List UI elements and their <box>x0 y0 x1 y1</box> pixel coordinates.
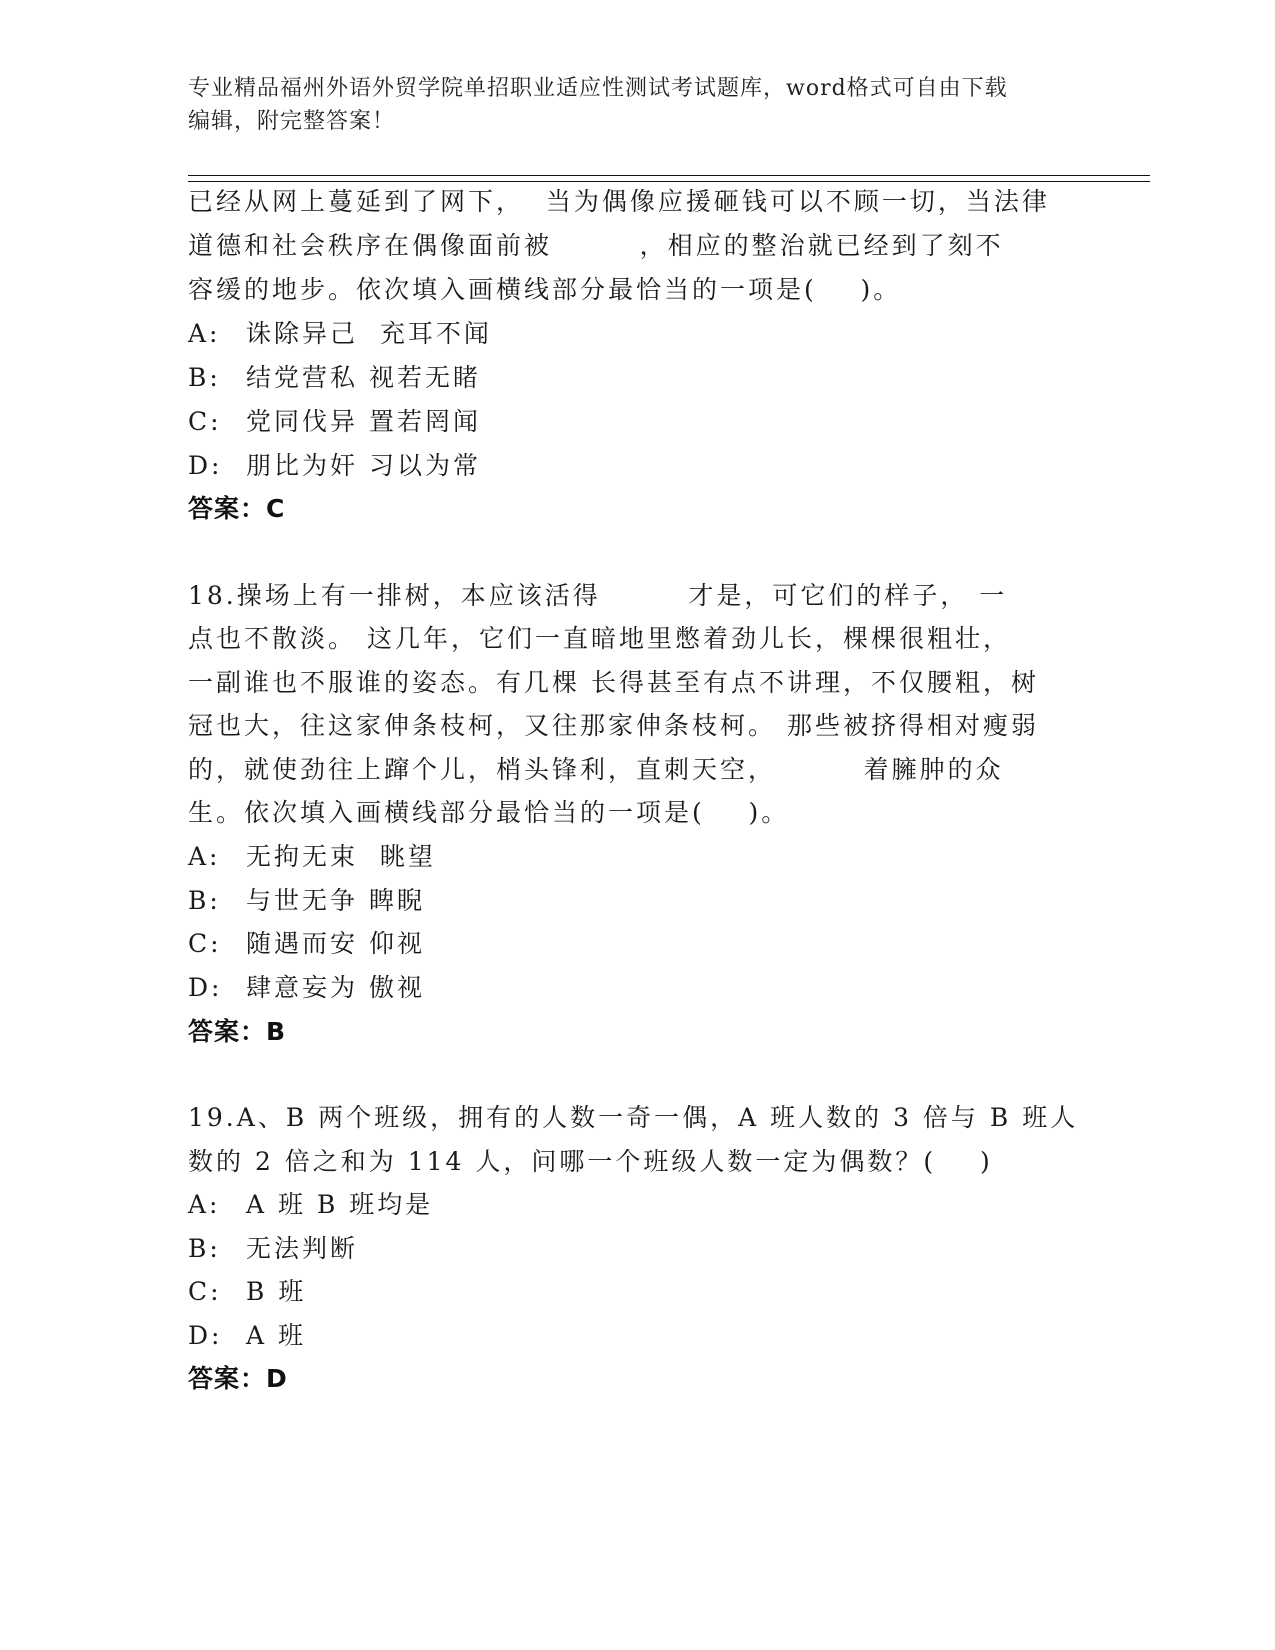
q18-answer: 答案：B <box>188 1017 287 1046</box>
option-text: B 班 <box>246 1277 307 1306</box>
q19-option-a <box>188 1188 433 1222</box>
q19-option-d <box>188 1319 306 1353</box>
option-text: 肆意妄为 傲视 <box>246 973 425 1002</box>
option-letter: D: <box>188 451 223 480</box>
q18-text-line-2: 点也不散淡。 这几年，它们一直暗地里憋着劲儿长，棵棵很粗壮， <box>188 624 1011 653</box>
q19-option-c <box>188 1275 306 1309</box>
header-rule-top <box>188 175 1150 176</box>
option-letter: B: <box>188 886 221 915</box>
option-letter: D: <box>188 973 223 1002</box>
option-text: 无法判断 <box>246 1234 359 1263</box>
option-text: 党同伐异 置若罔闻 <box>246 407 481 436</box>
option-letter: C: <box>188 929 222 958</box>
q18-text-line-5: 的，就使劲往上蹿个儿，梢头锋利，直刺天空， 着臃肿的众 <box>188 755 1004 784</box>
q18-option-d <box>188 971 425 1005</box>
option-text: A 班 B 班均是 <box>246 1190 434 1219</box>
q19-text-line-2: 数的 2 倍之和为 114 人，问哪一个班级人数一定为偶数？( ) <box>188 1147 993 1176</box>
q18-option-b <box>188 884 425 918</box>
q17-text-line-3: 容缓的地步。依次填入画横线部分最恰当的一项是( )。 <box>188 275 902 304</box>
q17-option-b <box>188 361 481 395</box>
q18-text-line-4: 冠也大，往这家伸条枝柯，又往那家伸条枝柯。 那些被挤得相对瘦弱 <box>188 711 1039 740</box>
option-letter: C: <box>188 1277 222 1306</box>
q17-text-line-2: 道德和社会秩序在偶像面前被 ，相应的整治就已经到了刻不 <box>188 231 1004 260</box>
option-text: 结党营私 视若无睹 <box>246 363 481 392</box>
q19-answer: 答案：D <box>188 1364 288 1393</box>
option-letter: B: <box>188 363 221 392</box>
document-header <box>188 72 1068 138</box>
option-letter: A: <box>188 842 221 871</box>
option-letter: C: <box>188 407 222 436</box>
q18-text-line-1: 18.操场上有一排树，本应该活得 才是，可它们的样子， 一 <box>188 581 1008 610</box>
q18-text-line-3: 一副谁也不服谁的姿态。有几棵 长得甚至有点不讲理，不仅腰粗，树 <box>188 668 1039 697</box>
option-letter: A: <box>188 319 221 348</box>
q17-option-c <box>188 405 481 439</box>
q18-option-c <box>188 927 425 961</box>
option-letter: B: <box>188 1234 221 1263</box>
q18-option-a <box>188 840 436 874</box>
q17-option-a <box>188 317 492 351</box>
q19-option-b <box>188 1232 358 1266</box>
header-line-1: 专业精品福州外语外贸学院单招职业适应性测试考试题库，word格式可自由下载 <box>188 76 1008 101</box>
header-line-2: 编辑，附完整答案！ <box>188 109 396 134</box>
option-text: 与世无争 睥睨 <box>246 886 425 915</box>
option-text: 朋比为奸 习以为常 <box>246 451 481 480</box>
q17-option-d <box>188 449 481 483</box>
q17-text-line-1: 已经从网上蔓延到了网下， 当为偶像应援砸钱可以不顾一切，当法律 <box>188 187 1050 216</box>
option-text: 随遇而安 仰视 <box>246 929 425 958</box>
q17-answer: 答案：C <box>188 494 286 523</box>
option-letter: D: <box>188 1321 223 1350</box>
option-text: A 班 <box>246 1321 307 1350</box>
q18-text-line-6: 生。依次填入画横线部分最恰当的一项是( )。 <box>188 798 790 827</box>
header-rule-bottom <box>188 181 1150 182</box>
option-text: 诛除异己 充耳不闻 <box>246 319 492 348</box>
q19-text-line-1: 19.A、B 两个班级，拥有的人数一奇一偶，A 班人数的 3 倍与 B 班人 <box>188 1103 1079 1132</box>
option-letter: A: <box>188 1190 221 1219</box>
option-text: 无拘无束 眺望 <box>246 842 436 871</box>
